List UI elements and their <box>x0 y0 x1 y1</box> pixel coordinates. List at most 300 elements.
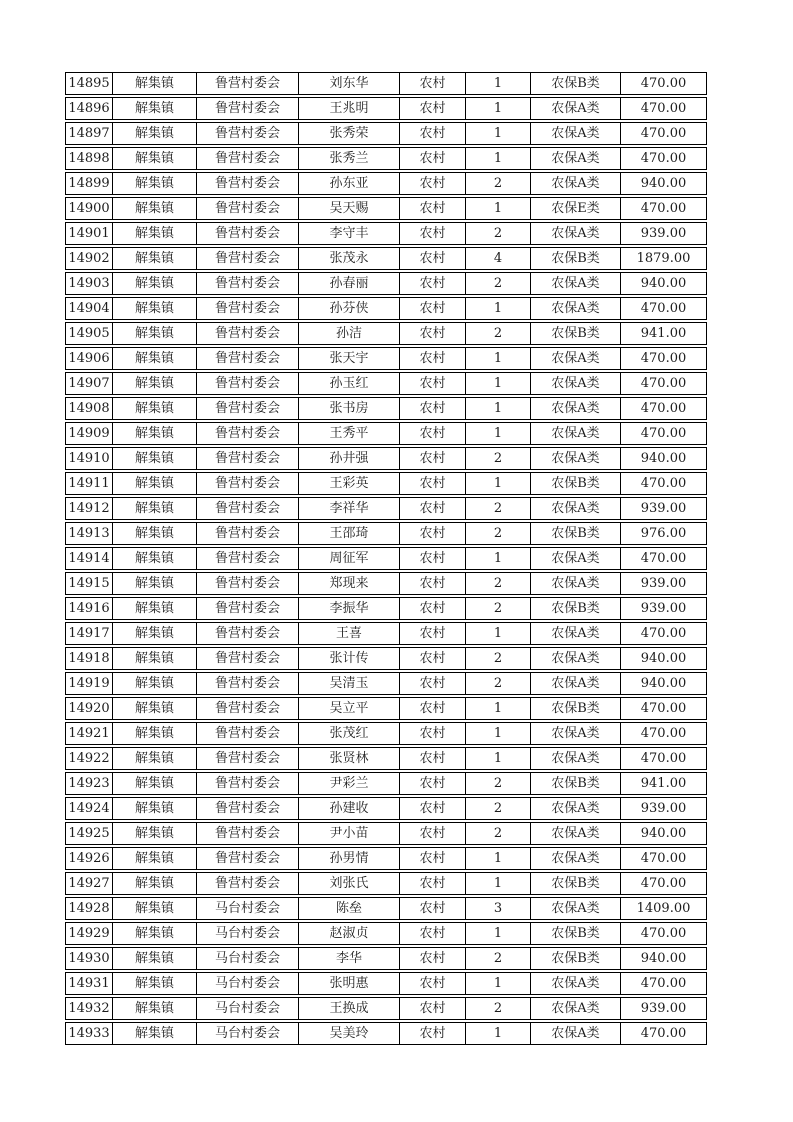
cell-name: 孙建收 <box>299 797 400 820</box>
cell-insurance-type: 农保A类 <box>531 647 621 670</box>
cell-category: 农村 <box>400 997 466 1020</box>
table-row <box>65 147 707 170</box>
cell-count: 1 <box>466 122 531 145</box>
cell-town: 解集镇 <box>113 622 197 645</box>
cell-amount: 939.00 <box>621 572 707 595</box>
cell-serial: 14899 <box>65 172 113 195</box>
cell-category: 农村 <box>400 222 466 245</box>
cell-amount: 470.00 <box>621 397 707 420</box>
cell-village: 马台村委会 <box>197 897 299 920</box>
cell-category: 农村 <box>400 247 466 270</box>
cell-name: 李祥华 <box>299 497 400 520</box>
cell-count: 1 <box>466 872 531 895</box>
table-row <box>65 547 707 570</box>
cell-village: 鲁营村委会 <box>197 847 299 870</box>
cell-village: 鲁营村委会 <box>197 97 299 120</box>
cell-name: 张天宇 <box>299 347 400 370</box>
table-row <box>65 72 707 95</box>
cell-category: 农村 <box>400 547 466 570</box>
cell-town: 解集镇 <box>113 347 197 370</box>
cell-name: 李华 <box>299 947 400 970</box>
cell-name: 尹彩兰 <box>299 772 400 795</box>
cell-village: 鲁营村委会 <box>197 372 299 395</box>
cell-amount: 939.00 <box>621 222 707 245</box>
cell-serial: 14929 <box>65 922 113 945</box>
cell-insurance-type: 农保B类 <box>531 872 621 895</box>
cell-serial: 14907 <box>65 372 113 395</box>
cell-count: 1 <box>466 72 531 95</box>
cell-amount: 939.00 <box>621 597 707 620</box>
cell-count: 2 <box>466 172 531 195</box>
cell-amount: 941.00 <box>621 772 707 795</box>
cell-amount: 470.00 <box>621 972 707 995</box>
cell-village: 鲁营村委会 <box>197 272 299 295</box>
cell-serial: 14921 <box>65 722 113 745</box>
table-row <box>65 722 707 745</box>
cell-village: 鲁营村委会 <box>197 447 299 470</box>
cell-serial: 14912 <box>65 497 113 520</box>
cell-count: 2 <box>466 522 531 545</box>
cell-amount: 940.00 <box>621 447 707 470</box>
cell-village: 鲁营村委会 <box>197 247 299 270</box>
cell-serial: 14928 <box>65 897 113 920</box>
table-row <box>65 447 707 470</box>
cell-category: 农村 <box>400 772 466 795</box>
cell-count: 1 <box>466 347 531 370</box>
cell-name: 张计传 <box>299 647 400 670</box>
cell-insurance-type: 农保A类 <box>531 172 621 195</box>
cell-serial: 14919 <box>65 672 113 695</box>
cell-village: 鲁营村委会 <box>197 572 299 595</box>
cell-insurance-type: 农保A类 <box>531 222 621 245</box>
cell-serial: 14927 <box>65 872 113 895</box>
cell-count: 4 <box>466 247 531 270</box>
cell-amount: 940.00 <box>621 947 707 970</box>
cell-count: 1 <box>466 472 531 495</box>
cell-insurance-type: 农保A类 <box>531 797 621 820</box>
cell-insurance-type: 农保B类 <box>531 72 621 95</box>
cell-insurance-type: 农保A类 <box>531 822 621 845</box>
cell-town: 解集镇 <box>113 472 197 495</box>
table-body <box>65 72 707 1045</box>
cell-count: 2 <box>466 947 531 970</box>
cell-category: 农村 <box>400 922 466 945</box>
table-row <box>65 322 707 345</box>
cell-town: 解集镇 <box>113 822 197 845</box>
table-row <box>65 572 707 595</box>
cell-category: 农村 <box>400 97 466 120</box>
cell-village: 鲁营村委会 <box>197 72 299 95</box>
cell-name: 尹小苗 <box>299 822 400 845</box>
table-row <box>65 947 707 970</box>
cell-town: 解集镇 <box>113 447 197 470</box>
cell-serial: 14897 <box>65 122 113 145</box>
cell-category: 农村 <box>400 572 466 595</box>
cell-name: 孙洁 <box>299 322 400 345</box>
cell-serial: 14898 <box>65 147 113 170</box>
cell-insurance-type: 农保B类 <box>531 322 621 345</box>
cell-town: 解集镇 <box>113 747 197 770</box>
cell-village: 鲁营村委会 <box>197 822 299 845</box>
cell-serial: 14903 <box>65 272 113 295</box>
table-row <box>65 347 707 370</box>
cell-town: 解集镇 <box>113 897 197 920</box>
cell-name: 李振华 <box>299 597 400 620</box>
cell-insurance-type: 农保B类 <box>531 947 621 970</box>
cell-serial: 14923 <box>65 772 113 795</box>
cell-village: 鲁营村委会 <box>197 547 299 570</box>
cell-amount: 470.00 <box>621 472 707 495</box>
table-row <box>65 297 707 320</box>
cell-serial: 14915 <box>65 572 113 595</box>
table-row <box>65 997 707 1020</box>
cell-insurance-type: 农保A类 <box>531 997 621 1020</box>
cell-village: 鲁营村委会 <box>197 797 299 820</box>
cell-village: 鲁营村委会 <box>197 647 299 670</box>
cell-category: 农村 <box>400 522 466 545</box>
cell-insurance-type: 农保E类 <box>531 197 621 220</box>
cell-insurance-type: 农保A类 <box>531 572 621 595</box>
cell-insurance-type: 农保A类 <box>531 747 621 770</box>
cell-amount: 470.00 <box>621 847 707 870</box>
cell-insurance-type: 农保A类 <box>531 122 621 145</box>
cell-serial: 14924 <box>65 797 113 820</box>
cell-name: 孙春丽 <box>299 272 400 295</box>
cell-village: 鲁营村委会 <box>197 347 299 370</box>
cell-amount: 940.00 <box>621 172 707 195</box>
cell-town: 解集镇 <box>113 597 197 620</box>
cell-village: 鲁营村委会 <box>197 422 299 445</box>
cell-category: 农村 <box>400 497 466 520</box>
cell-count: 1 <box>466 547 531 570</box>
cell-count: 1 <box>466 722 531 745</box>
cell-category: 农村 <box>400 372 466 395</box>
cell-town: 解集镇 <box>113 222 197 245</box>
cell-serial: 14931 <box>65 972 113 995</box>
cell-count: 1 <box>466 422 531 445</box>
cell-name: 赵淑贞 <box>299 922 400 945</box>
data-table <box>65 70 707 1047</box>
cell-amount: 941.00 <box>621 322 707 345</box>
table-row <box>65 97 707 120</box>
cell-town: 解集镇 <box>113 572 197 595</box>
cell-count: 1 <box>466 972 531 995</box>
cell-amount: 470.00 <box>621 547 707 570</box>
cell-serial: 14917 <box>65 622 113 645</box>
table-row <box>65 972 707 995</box>
cell-category: 农村 <box>400 472 466 495</box>
cell-serial: 14922 <box>65 747 113 770</box>
cell-amount: 470.00 <box>621 372 707 395</box>
cell-insurance-type: 农保A类 <box>531 722 621 745</box>
table-row <box>65 1022 707 1045</box>
cell-village: 鲁营村委会 <box>197 622 299 645</box>
cell-category: 农村 <box>400 197 466 220</box>
cell-category: 农村 <box>400 797 466 820</box>
cell-village: 鲁营村委会 <box>197 722 299 745</box>
cell-serial: 14900 <box>65 197 113 220</box>
table-row <box>65 222 707 245</box>
cell-village: 鲁营村委会 <box>197 522 299 545</box>
cell-town: 解集镇 <box>113 672 197 695</box>
cell-amount: 940.00 <box>621 822 707 845</box>
table-row <box>65 522 707 545</box>
cell-count: 2 <box>466 797 531 820</box>
cell-town: 解集镇 <box>113 72 197 95</box>
cell-category: 农村 <box>400 972 466 995</box>
cell-category: 农村 <box>400 1022 466 1045</box>
cell-category: 农村 <box>400 672 466 695</box>
cell-town: 解集镇 <box>113 497 197 520</box>
cell-insurance-type: 农保A类 <box>531 897 621 920</box>
cell-count: 1 <box>466 697 531 720</box>
table-row <box>65 397 707 420</box>
cell-insurance-type: 农保A类 <box>531 422 621 445</box>
cell-serial: 14916 <box>65 597 113 620</box>
cell-serial: 14911 <box>65 472 113 495</box>
table-row <box>65 872 707 895</box>
cell-village: 鲁营村委会 <box>197 747 299 770</box>
cell-name: 吴清玉 <box>299 672 400 695</box>
cell-count: 1 <box>466 97 531 120</box>
cell-village: 鲁营村委会 <box>197 472 299 495</box>
table-row <box>65 622 707 645</box>
cell-name: 张秀兰 <box>299 147 400 170</box>
cell-serial: 14918 <box>65 647 113 670</box>
cell-town: 解集镇 <box>113 372 197 395</box>
table-row <box>65 697 707 720</box>
cell-insurance-type: 农保A类 <box>531 147 621 170</box>
cell-town: 解集镇 <box>113 97 197 120</box>
cell-amount: 940.00 <box>621 647 707 670</box>
cell-insurance-type: 农保A类 <box>531 272 621 295</box>
cell-town: 解集镇 <box>113 147 197 170</box>
cell-serial: 14913 <box>65 522 113 545</box>
table-row <box>65 897 707 920</box>
cell-town: 解集镇 <box>113 872 197 895</box>
cell-village: 鲁营村委会 <box>197 397 299 420</box>
table-row <box>65 247 707 270</box>
cell-insurance-type: 农保A类 <box>531 372 621 395</box>
cell-name: 王喜 <box>299 622 400 645</box>
cell-amount: 939.00 <box>621 997 707 1020</box>
cell-name: 吴天赐 <box>299 197 400 220</box>
table-row <box>65 422 707 445</box>
cell-serial: 14902 <box>65 247 113 270</box>
cell-name: 张茂永 <box>299 247 400 270</box>
cell-insurance-type: 农保A类 <box>531 447 621 470</box>
table-row <box>65 772 707 795</box>
cell-name: 周征军 <box>299 547 400 570</box>
cell-name: 刘东华 <box>299 72 400 95</box>
cell-category: 农村 <box>400 647 466 670</box>
cell-amount: 470.00 <box>621 297 707 320</box>
cell-count: 1 <box>466 622 531 645</box>
cell-count: 2 <box>466 272 531 295</box>
cell-serial: 14926 <box>65 847 113 870</box>
cell-name: 张贤林 <box>299 747 400 770</box>
cell-village: 鲁营村委会 <box>197 772 299 795</box>
cell-count: 1 <box>466 1022 531 1045</box>
cell-insurance-type: 农保A类 <box>531 622 621 645</box>
cell-serial: 14925 <box>65 822 113 845</box>
cell-town: 解集镇 <box>113 722 197 745</box>
cell-category: 农村 <box>400 847 466 870</box>
cell-serial: 14910 <box>65 447 113 470</box>
cell-village: 马台村委会 <box>197 922 299 945</box>
cell-town: 解集镇 <box>113 922 197 945</box>
cell-town: 解集镇 <box>113 647 197 670</box>
cell-category: 农村 <box>400 872 466 895</box>
cell-insurance-type: 农保A类 <box>531 297 621 320</box>
cell-town: 解集镇 <box>113 197 197 220</box>
cell-count: 2 <box>466 447 531 470</box>
cell-village: 鲁营村委会 <box>197 122 299 145</box>
cell-category: 农村 <box>400 397 466 420</box>
cell-amount: 940.00 <box>621 672 707 695</box>
cell-serial: 14920 <box>65 697 113 720</box>
cell-name: 王换成 <box>299 997 400 1020</box>
cell-insurance-type: 农保A类 <box>531 497 621 520</box>
cell-serial: 14908 <box>65 397 113 420</box>
cell-town: 解集镇 <box>113 397 197 420</box>
table-row <box>65 797 707 820</box>
cell-village: 鲁营村委会 <box>197 147 299 170</box>
cell-village: 马台村委会 <box>197 947 299 970</box>
table-row <box>65 372 707 395</box>
cell-count: 1 <box>466 922 531 945</box>
cell-serial: 14901 <box>65 222 113 245</box>
cell-serial: 14933 <box>65 1022 113 1045</box>
cell-town: 解集镇 <box>113 997 197 1020</box>
cell-serial: 14905 <box>65 322 113 345</box>
cell-amount: 939.00 <box>621 497 707 520</box>
cell-insurance-type: 农保A类 <box>531 847 621 870</box>
table-row <box>65 497 707 520</box>
cell-count: 1 <box>466 847 531 870</box>
cell-insurance-type: 农保B类 <box>531 772 621 795</box>
table-row <box>65 822 707 845</box>
cell-amount: 470.00 <box>621 697 707 720</box>
cell-village: 鲁营村委会 <box>197 672 299 695</box>
cell-town: 解集镇 <box>113 797 197 820</box>
cell-village: 马台村委会 <box>197 997 299 1020</box>
table-row <box>65 197 707 220</box>
cell-count: 1 <box>466 197 531 220</box>
cell-village: 鲁营村委会 <box>197 322 299 345</box>
cell-village: 鲁营村委会 <box>197 497 299 520</box>
cell-category: 农村 <box>400 697 466 720</box>
cell-village: 马台村委会 <box>197 1022 299 1045</box>
cell-count: 1 <box>466 297 531 320</box>
table-row <box>65 922 707 945</box>
cell-category: 农村 <box>400 72 466 95</box>
cell-serial: 14914 <box>65 547 113 570</box>
cell-amount: 470.00 <box>621 97 707 120</box>
table-row <box>65 272 707 295</box>
cell-category: 农村 <box>400 747 466 770</box>
cell-category: 农村 <box>400 447 466 470</box>
table-row <box>65 747 707 770</box>
cell-village: 鲁营村委会 <box>197 222 299 245</box>
cell-category: 农村 <box>400 422 466 445</box>
cell-name: 张书房 <box>299 397 400 420</box>
cell-count: 1 <box>466 747 531 770</box>
cell-category: 农村 <box>400 122 466 145</box>
cell-category: 农村 <box>400 347 466 370</box>
cell-category: 农村 <box>400 897 466 920</box>
cell-name: 陈垒 <box>299 897 400 920</box>
cell-category: 农村 <box>400 947 466 970</box>
cell-village: 鲁营村委会 <box>197 697 299 720</box>
cell-insurance-type: 农保B类 <box>531 697 621 720</box>
cell-count: 2 <box>466 597 531 620</box>
cell-insurance-type: 农保A类 <box>531 972 621 995</box>
cell-insurance-type: 农保B类 <box>531 247 621 270</box>
cell-amount: 470.00 <box>621 72 707 95</box>
cell-count: 2 <box>466 997 531 1020</box>
cell-name: 孙东亚 <box>299 172 400 195</box>
cell-village: 马台村委会 <box>197 972 299 995</box>
cell-name: 王彩英 <box>299 472 400 495</box>
cell-amount: 976.00 <box>621 522 707 545</box>
cell-count: 2 <box>466 772 531 795</box>
cell-insurance-type: 农保B类 <box>531 522 621 545</box>
cell-town: 解集镇 <box>113 547 197 570</box>
cell-name: 王邵琦 <box>299 522 400 545</box>
cell-count: 2 <box>466 647 531 670</box>
cell-amount: 470.00 <box>621 872 707 895</box>
cell-town: 解集镇 <box>113 1022 197 1045</box>
table-row <box>65 472 707 495</box>
cell-serial: 14904 <box>65 297 113 320</box>
cell-village: 鲁营村委会 <box>197 872 299 895</box>
cell-category: 农村 <box>400 147 466 170</box>
cell-category: 农村 <box>400 722 466 745</box>
cell-insurance-type: 农保A类 <box>531 397 621 420</box>
cell-name: 吴美玲 <box>299 1022 400 1045</box>
cell-count: 1 <box>466 147 531 170</box>
cell-insurance-type: 农保A类 <box>531 547 621 570</box>
cell-serial: 14896 <box>65 97 113 120</box>
cell-town: 解集镇 <box>113 297 197 320</box>
cell-town: 解集镇 <box>113 422 197 445</box>
cell-name: 吴立平 <box>299 697 400 720</box>
cell-town: 解集镇 <box>113 522 197 545</box>
cell-count: 2 <box>466 222 531 245</box>
cell-name: 孙井强 <box>299 447 400 470</box>
cell-serial: 14906 <box>65 347 113 370</box>
cell-category: 农村 <box>400 272 466 295</box>
cell-amount: 470.00 <box>621 197 707 220</box>
table-row <box>65 672 707 695</box>
cell-amount: 470.00 <box>621 147 707 170</box>
cell-town: 解集镇 <box>113 947 197 970</box>
cell-name: 孙玉红 <box>299 372 400 395</box>
cell-town: 解集镇 <box>113 772 197 795</box>
cell-insurance-type: 农保A类 <box>531 672 621 695</box>
cell-count: 2 <box>466 672 531 695</box>
cell-name: 张秀荣 <box>299 122 400 145</box>
cell-town: 解集镇 <box>113 272 197 295</box>
cell-name: 张明惠 <box>299 972 400 995</box>
table-row <box>65 597 707 620</box>
cell-category: 农村 <box>400 172 466 195</box>
cell-count: 3 <box>466 897 531 920</box>
cell-name: 张茂红 <box>299 722 400 745</box>
cell-name: 孙芬侠 <box>299 297 400 320</box>
cell-town: 解集镇 <box>113 847 197 870</box>
